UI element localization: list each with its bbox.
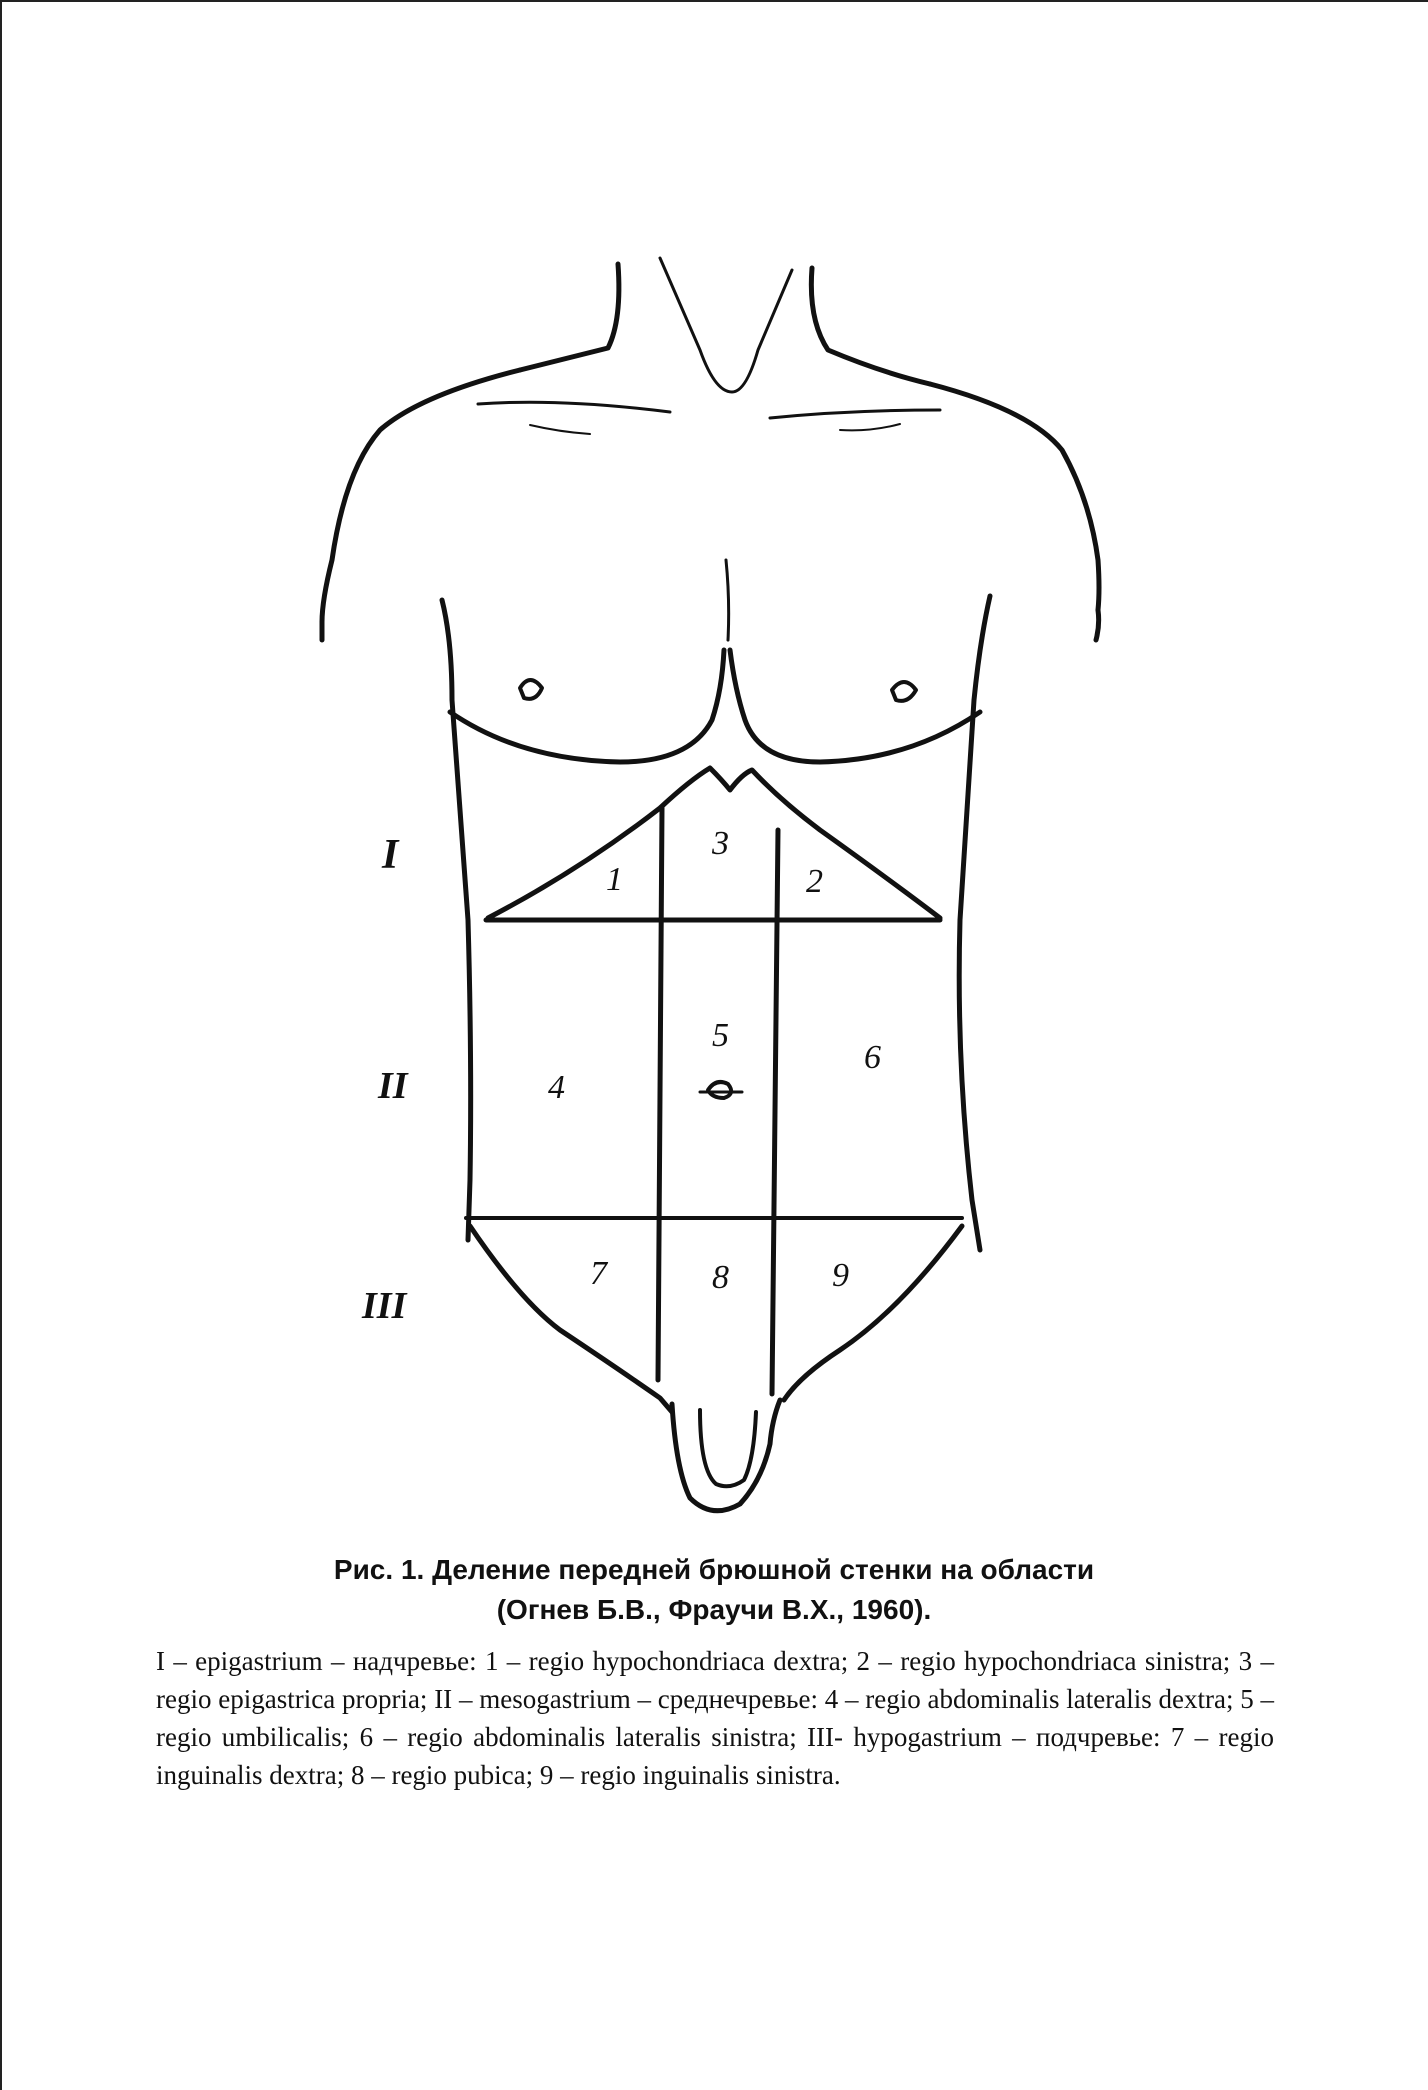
umbilicus [708, 1082, 731, 1098]
region-number-2: 2 [806, 863, 823, 900]
region-number-4: 4 [548, 1069, 565, 1106]
right-flank [959, 596, 990, 1250]
right-pectoral [730, 650, 980, 762]
right-clavicle-shade [840, 424, 900, 430]
region-number-6: 6 [864, 1039, 881, 1076]
region-number-7: 7 [590, 1255, 607, 1292]
right-clavicle [770, 410, 940, 418]
figure-legend: I – epigastrium – надчревье: 1 – regio hypochondriaca dextra; 2 – regio hypochondriaca sinistra; 3 – regio epigastrica propria; II – mesogastrium – среднечревье: 4 – regio abdominalis lateralis dextra; 5 – regio umbilicalis; 6 – regio abdominalis lateralis sinistra; III- hypogastrium – подчревье: 7 – regio inguinalis dextra; 8 – regio pubica; 9 – regio inguinalis sinistra. [156, 1646, 1274, 1790]
figure-labels [361, 825, 881, 1327]
region-number-1: 1 [606, 861, 623, 898]
right-inguinal [784, 1226, 962, 1400]
sternum-line [726, 560, 729, 640]
region-number-5: 5 [712, 1017, 729, 1054]
genital-inner [700, 1410, 756, 1486]
left-inguinal [470, 1226, 672, 1412]
left-clavicle [478, 402, 670, 412]
region-number-9: 9 [832, 1257, 849, 1294]
region-number-8: 8 [712, 1259, 729, 1296]
left-pectoral [450, 650, 724, 762]
right-arm-edge [1096, 610, 1099, 640]
genital-outline [672, 1400, 780, 1511]
right-nipple [892, 682, 916, 701]
left-vertical-line [658, 808, 662, 1380]
left-shoulder [322, 370, 520, 622]
right-shoulder [930, 384, 1099, 610]
neck-left [520, 264, 619, 370]
neck-right [811, 268, 930, 384]
caption-title: Рис. 1. Деление передней брюшной стенки на области [333, 1554, 1095, 1585]
left-nipple [520, 680, 542, 699]
region-lines [466, 808, 962, 1394]
zone-label-1: I [382, 832, 399, 878]
figure-caption [0, 1550, 1428, 1630]
right-vertical-line [772, 830, 778, 1394]
zone-label-3: III [362, 1285, 407, 1327]
caption-citation: (Огнев Б.В., Фраучи В.Х., 1960). [496, 1594, 932, 1625]
left-flank [442, 600, 471, 1240]
throat [660, 258, 792, 392]
left-clavicle-shade [530, 425, 590, 434]
body-outline [322, 258, 1099, 1511]
zone-label-2: II [378, 1065, 408, 1107]
region-number-3: 3 [712, 825, 729, 862]
